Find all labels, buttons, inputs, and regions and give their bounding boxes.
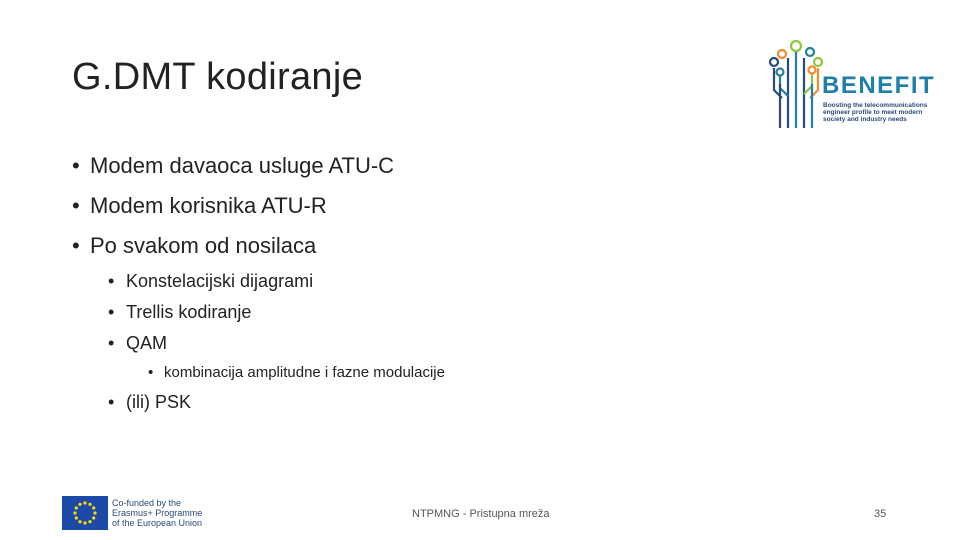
sub-bullet-item: • Trellis kodiranje	[108, 302, 252, 322]
footer-title: NTPMNG - Pristupna mreža	[412, 508, 550, 520]
page-number: 35	[874, 508, 887, 520]
sub-bullet-item: • (ili) PSK	[108, 392, 192, 412]
eu-cofunded-logo	[60, 494, 236, 532]
sub-sub-bullet-item: • kombinacija amplitudne i fazne modulacije	[148, 364, 445, 381]
benefit-tagline: Boosting the telecommunications engineer profile to meet modern society and industry needs	[823, 102, 928, 124]
bullet-list	[72, 146, 445, 418]
bullet-item: • Po svakom od nosilaca	[72, 233, 317, 258]
bullet-item: • Modem korisnika ATU-R	[72, 193, 327, 218]
eu-cofunded-text: Co-funded by the Erasmus+ Programme of the European Union	[112, 498, 203, 528]
slide-title: G.DMT kodiranje	[72, 56, 364, 98]
eu-flag-icon	[62, 496, 108, 530]
sub-bullet-item: • QAM	[108, 333, 168, 353]
bullet-item: • Modem davaoca usluge ATU-C	[72, 153, 395, 178]
sub-bullet-item: • Konstelacijski dijagrami	[108, 271, 314, 291]
benefit-wordmark: BENEFIT	[822, 72, 936, 99]
circuit-tree-icon	[766, 28, 826, 132]
benefit-logo	[766, 28, 944, 132]
